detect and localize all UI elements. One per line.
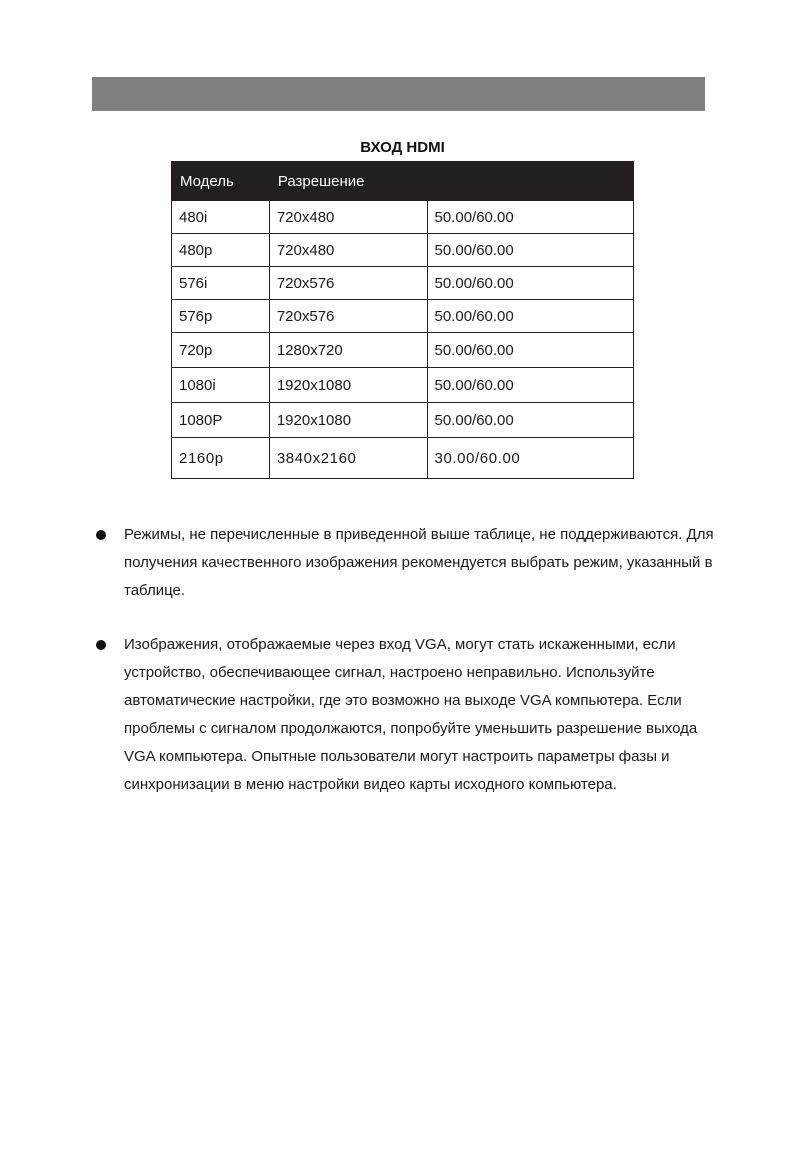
cell-resolution: 1920x1080 [269, 403, 427, 438]
cell-rate: 50.00/60.00 [427, 368, 634, 403]
bullet-icon [96, 530, 106, 540]
table-row [172, 300, 634, 333]
note-text: Режимы, не перечисленные в приведенной выше таблице, не поддерживаются. Для получения качественного изображения рекомендуется выбрать режим, указанный в таблице. [124, 526, 714, 599]
cell-rate: 50.00/60.00 [427, 234, 634, 267]
cell-resolution: 3840x2160 [269, 438, 427, 479]
table-row [172, 333, 634, 368]
cell-rate: 50.00/60.00 [427, 403, 634, 438]
bullet-icon [96, 640, 106, 650]
table-header-row [172, 162, 634, 201]
table-row [172, 438, 634, 479]
notes-list [96, 521, 716, 825]
cell-rate: 50.00/60.00 [427, 267, 634, 300]
hdmi-modes-table [171, 161, 634, 479]
cell-resolution: 720x576 [269, 267, 427, 300]
cell-rate: 50.00/60.00 [427, 201, 634, 234]
table-title-text: ВХОД HDMI [360, 139, 445, 156]
cell-resolution: 720x480 [269, 234, 427, 267]
cell-model: 720p [172, 333, 270, 368]
cell-resolution: 720x480 [269, 201, 427, 234]
cell-rate: 50.00/60.00 [427, 333, 634, 368]
cell-rate: 50.00/60.00 [427, 300, 634, 333]
cell-resolution: 720x576 [269, 300, 427, 333]
cell-model: 1080i [172, 368, 270, 403]
header-model: Модель [172, 162, 270, 201]
cell-model: 576p [172, 300, 270, 333]
section-header-bar [92, 77, 705, 111]
cell-resolution: 1920x1080 [269, 368, 427, 403]
cell-rate: 30.00/60.00 [427, 438, 634, 479]
cell-model: 1080P [172, 403, 270, 438]
note-text: Изображения, отображаемые через вход VGA, могут стать искаженными, если устройство, обеспечивающее сигнал, настроено неправильно. Используйте автоматические настройки, где это возможно на выходе VGA компьютера. Если проблемы с сигналом продолжаются, попробуйте уменьшить разрешение выхода VGA компьютера. Опытные пользователи могут настроить параметры фазы и синхронизации в меню настройки видео карты исходного компьютера. [124, 636, 698, 793]
note-item [96, 521, 716, 605]
table-row [172, 267, 634, 300]
table-row [172, 234, 634, 267]
cell-model: 480i [172, 201, 270, 234]
header-resolution: Разрешение [269, 162, 633, 201]
cell-resolution: 1280x720 [269, 333, 427, 368]
table-row [172, 403, 634, 438]
note-item [96, 631, 716, 799]
cell-model: 2160p [172, 438, 270, 479]
table-title [0, 139, 805, 156]
cell-model: 576i [172, 267, 270, 300]
table-row [172, 368, 634, 403]
table-row [172, 201, 634, 234]
cell-model: 480p [172, 234, 270, 267]
